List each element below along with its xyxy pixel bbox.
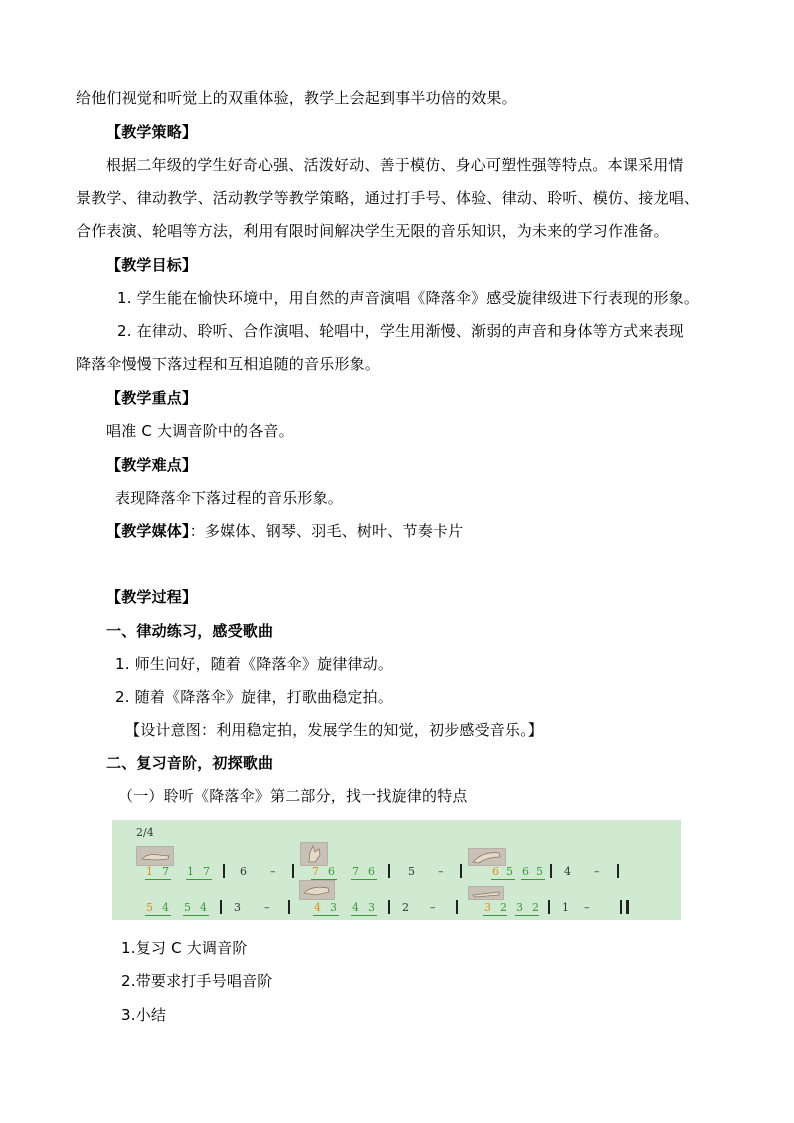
goal-1: 1. 学生能在愉快环境中，用自然的声音演唱《降落伞》感受旋律级进下行表现的形象。 xyxy=(117,289,700,307)
note: – xyxy=(594,865,600,878)
beam-line xyxy=(145,879,171,880)
beam-line xyxy=(186,879,212,880)
bar-line xyxy=(548,900,550,914)
note: 4 xyxy=(314,901,321,914)
beam-line xyxy=(483,915,507,916)
note: – xyxy=(270,865,276,878)
note: 5 xyxy=(536,865,543,878)
beam-line xyxy=(515,915,539,916)
note: 2 xyxy=(500,901,507,914)
beam-line xyxy=(351,915,377,916)
heading-strategy: 【教学策略】 xyxy=(106,123,198,141)
beam-line xyxy=(351,879,377,880)
section-1-item-1: 1. 师生问好，随着《降落伞》旋律律动。 xyxy=(115,655,394,673)
hand-sign-icon xyxy=(136,846,174,866)
jianpu-score xyxy=(112,820,681,920)
hand-sign-icon xyxy=(299,880,335,900)
section-2-sub-1: （一）聆听《降落伞》第二部分，找一找旋律的特点 xyxy=(118,787,468,805)
note: 5 xyxy=(146,901,153,914)
final-bar-line xyxy=(620,900,622,914)
strategy-line-1: 根据二年级的学生好奇心强、活泼好动、善于模仿、身心可塑性强等特点。本课采用情 xyxy=(106,156,684,174)
bar-line xyxy=(288,900,290,914)
note: 4 xyxy=(564,865,571,878)
note: 7 xyxy=(352,865,359,878)
list-item-3: 3.小结 xyxy=(121,1006,167,1024)
note: – xyxy=(438,865,444,878)
hand-sign-icon xyxy=(300,842,328,866)
note: 6 xyxy=(240,865,247,878)
note: 6 xyxy=(522,865,529,878)
note: 2 xyxy=(402,901,409,914)
beam-line xyxy=(521,879,545,880)
bar-line xyxy=(388,864,390,878)
difficult-point-text: 表现降落伞下落过程的音乐形象。 xyxy=(115,489,344,507)
note: 5 xyxy=(184,901,191,914)
beam-line xyxy=(313,915,339,916)
beam-line xyxy=(145,915,171,916)
note: – xyxy=(264,901,270,914)
list-item-2: 2.带要求打手号唱音阶 xyxy=(121,972,273,990)
goal-2-line-2: 降落伞慢慢下落过程和互相追随的音乐形象。 xyxy=(76,355,381,373)
hand-sign-icon xyxy=(468,886,504,900)
note: – xyxy=(430,901,436,914)
bar-line xyxy=(550,864,552,878)
bar-line xyxy=(617,864,619,878)
time-signature: 2/4 xyxy=(136,826,154,839)
bar-line xyxy=(460,864,462,878)
design-intent: 【设计意图：利用稳定拍，发展学生的知觉，初步感受音乐。】 xyxy=(125,721,544,739)
note: 3 xyxy=(330,901,337,914)
note: 2 xyxy=(532,901,539,914)
note: 3 xyxy=(484,901,491,914)
section-1-item-2: 2. 随着《降落伞》旋律，打歌曲稳定拍。 xyxy=(115,688,394,706)
beam-line xyxy=(311,879,337,880)
section-1-title: 一、律动练习，感受歌曲 xyxy=(106,622,274,640)
heading-difficult-point: 【教学难点】 xyxy=(106,456,198,474)
bar-line xyxy=(456,900,458,914)
note: 5 xyxy=(506,865,513,878)
note: 3 xyxy=(368,901,375,914)
hand-sign-icon xyxy=(468,848,506,866)
note: 1 xyxy=(146,865,153,878)
final-bar-line xyxy=(626,900,629,914)
note: 5 xyxy=(408,865,415,878)
list-item-1: 1.复习 C 大调音阶 xyxy=(121,939,248,957)
note: 7 xyxy=(312,865,319,878)
media-text: ：多媒体、钢琴、羽毛、树叶、节奏卡片 xyxy=(189,522,464,540)
bar-line xyxy=(388,900,390,914)
note: 3 xyxy=(516,901,523,914)
heading-process: 【教学过程】 xyxy=(106,588,198,606)
note: 7 xyxy=(203,865,210,878)
note: 3 xyxy=(234,901,241,914)
note: – xyxy=(584,901,590,914)
heading-key-point: 【教学重点】 xyxy=(106,389,198,407)
note: 6 xyxy=(328,865,335,878)
note: 4 xyxy=(162,901,169,914)
heading-goals: 【教学目标】 xyxy=(106,256,198,274)
beam-line xyxy=(491,879,515,880)
strategy-line-2: 景教学、律动教学、活动教学等教学策略，通过打手号、体验、律动、聆听、模仿、接龙唱、 xyxy=(76,189,700,207)
note: 1 xyxy=(187,865,194,878)
note: 4 xyxy=(200,901,207,914)
key-point-text: 唱准 C 大调音阶中的各音。 xyxy=(106,422,294,440)
note: 6 xyxy=(492,865,499,878)
note: 4 xyxy=(352,901,359,914)
media-line xyxy=(106,521,463,541)
section-2-title: 二、复习音阶，初探歌曲 xyxy=(106,754,274,772)
bar-line xyxy=(292,864,294,878)
strategy-line-3: 合作表演、轮唱等方法，利用有限时间解决学生无限的音乐知识，为未来的学习作准备。 xyxy=(76,222,669,240)
media-label: 【教学媒体】 xyxy=(106,522,190,540)
goal-2-line-1: 2. 在律动、聆听、合作演唱、轮唱中，学生用渐慢、渐弱的声音和身体等方式来表现 xyxy=(117,322,684,340)
bar-line xyxy=(220,900,222,914)
note: 7 xyxy=(162,865,169,878)
intro-paragraph: 给他们视觉和听觉上的双重体验，教学上会起到事半功倍的效果。 xyxy=(76,89,517,107)
note: 6 xyxy=(368,865,375,878)
beam-line xyxy=(183,915,209,916)
bar-line xyxy=(223,864,225,878)
note: 1 xyxy=(562,901,569,914)
